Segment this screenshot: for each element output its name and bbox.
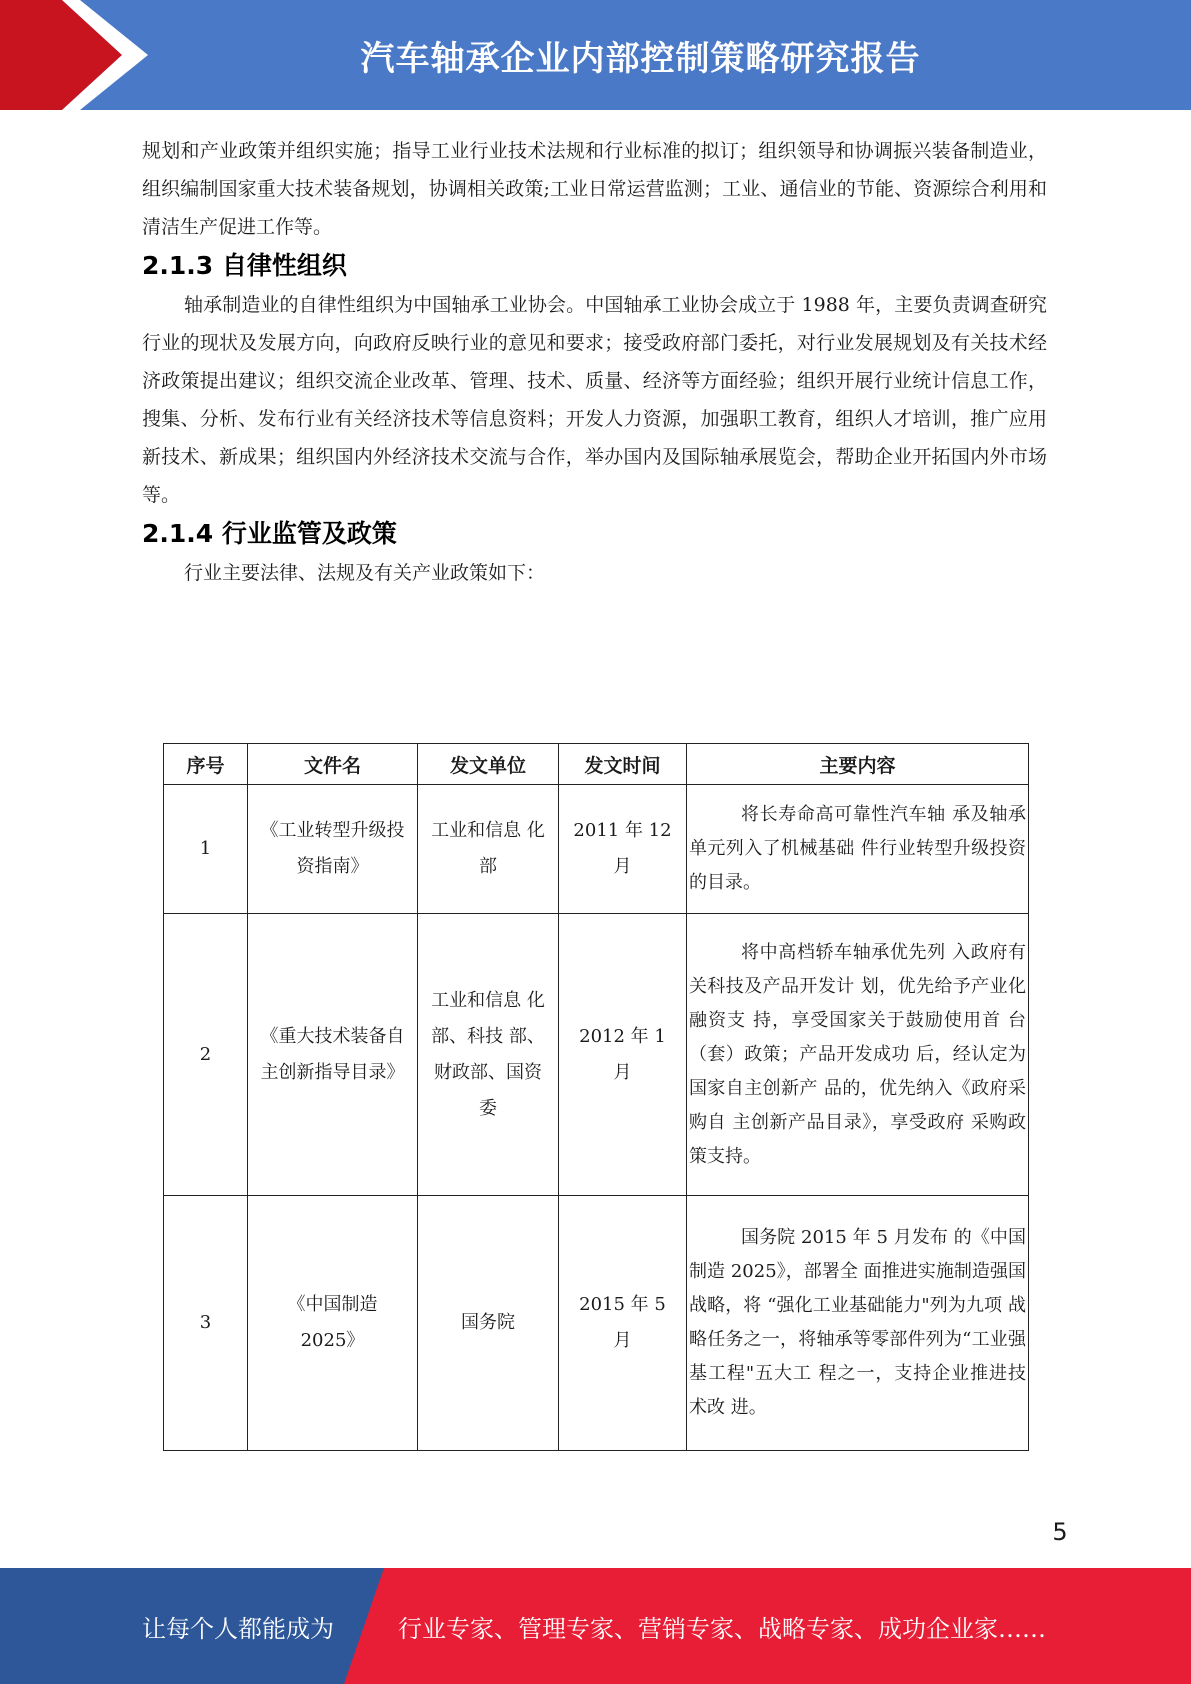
main-content-cell xyxy=(687,1196,1029,1451)
issuer: 工业和信息 化部 xyxy=(418,785,559,914)
section-heading-2-1-4: 2.1.4 行业监管及政策 xyxy=(142,519,397,548)
table-row xyxy=(164,914,1029,1196)
issuer: 国务院 xyxy=(418,1196,559,1451)
column-header-main-content: 主要内容 xyxy=(687,744,1029,785)
row-number: 1 xyxy=(164,785,248,914)
page-content xyxy=(142,132,1047,592)
column-header-number: 序号 xyxy=(164,744,248,785)
column-header-document-name: 文件名 xyxy=(248,744,418,785)
table-header-row xyxy=(164,744,1029,785)
footer-slogan-left: 让每个人都能成为 xyxy=(142,1614,334,1643)
main-content-text: 国务院 2015 年 5 月发布 的《中国制造 2025》，部署全 面推进实施制造强国战略，将 “强化工业基础能力"列为九项 战略任务之一，将轴承等零部件列为“工业强基工程"五大工 程之一，支持企业推进技术改 进。 xyxy=(689,1227,1026,1418)
section-heading-2-1-3: 2.1.3 自律性组织 xyxy=(142,251,347,280)
main-content-cell xyxy=(687,914,1029,1196)
issue-date: 2011 年 12 月 xyxy=(559,785,687,914)
footer-banner xyxy=(0,1568,1191,1684)
continuation-paragraph: 规划和产业政策并组织实施；指导工业行业技术法规和行业标准的拟订；组织领导和协调振兴装备制造业，组织编制国家重大技术装备规划，协调相关政策;工业日常运营监测；工业、通信业的节能、资源综合利用和清洁生产促进工作等。 xyxy=(142,140,1047,238)
issuer: 工业和信息 化部、科技 部、财政部、国资委 xyxy=(418,914,559,1196)
table-row xyxy=(164,785,1029,914)
header-banner xyxy=(0,0,1191,110)
footer-slogan-right: 行业专家、管理专家、营销专家、战略专家、成功企业家…… xyxy=(398,1614,1046,1643)
section-2-1-4-intro: 行业主要法律、法规及有关产业政策如下： xyxy=(184,562,546,584)
issue-date: 2012 年 1 月 xyxy=(559,914,687,1196)
table-row xyxy=(164,1196,1029,1451)
main-content-cell xyxy=(687,785,1029,914)
row-number: 2 xyxy=(164,914,248,1196)
section-2-1-3-paragraph: 轴承制造业的自律性组织为中国轴承工业协会。中国轴承工业协会成立于 1988 年，主要负责调查研究行业的现状及发展方向，向政府反映行业的意见和要求；接受政府部门委托，对行业发展规划及有关技术经济政策提出建议；组织交流企业改革、管理、技术、质量、经济等方面经验；组织开展行业统计信息工作，搜集、分析、发布行业有关经济技术等信息资料；开发人力资源，加强职工教育，组织人才培训，推广应用新技术、新成果；组织国内外经济技术交流与合作，举办国内及国际轴承展览会，帮助企业开拓国内外市场等。 xyxy=(142,294,1047,506)
main-content-text: 将中高档轿车轴承优先列 入政府有关科技及产品开发计 划，优先给予产业化融资支 持，享受国家关于鼓励使用首 台（套）政策；产品开发成功 后，经认定为国家自主创新产 品的，优先纳入《政府采购自 主创新产品目录》，享受政府 采购政策支持。 xyxy=(689,941,1026,1167)
policy-table xyxy=(163,743,1029,1451)
document-name: 《工业转型升级投资指南》 xyxy=(248,785,418,914)
column-header-issue-date: 发文时间 xyxy=(559,744,687,785)
issue-date: 2015 年 5 月 xyxy=(559,1196,687,1451)
report-title: 汽车轴承企业内部控制策略研究报告 xyxy=(360,38,921,79)
main-content-text: 将长寿命高可靠性汽车轴 承及轴承单元列入了机械基础 件行业转型升级投资的目录。 xyxy=(689,804,1026,893)
document-name: 《重大技术装备自主创新指导目录》 xyxy=(248,914,418,1196)
column-header-issuer: 发文单位 xyxy=(418,744,559,785)
row-number: 3 xyxy=(164,1196,248,1451)
document-name: 《中国制造 2025》 xyxy=(248,1196,418,1451)
page-number: 5 xyxy=(1052,1518,1068,1546)
